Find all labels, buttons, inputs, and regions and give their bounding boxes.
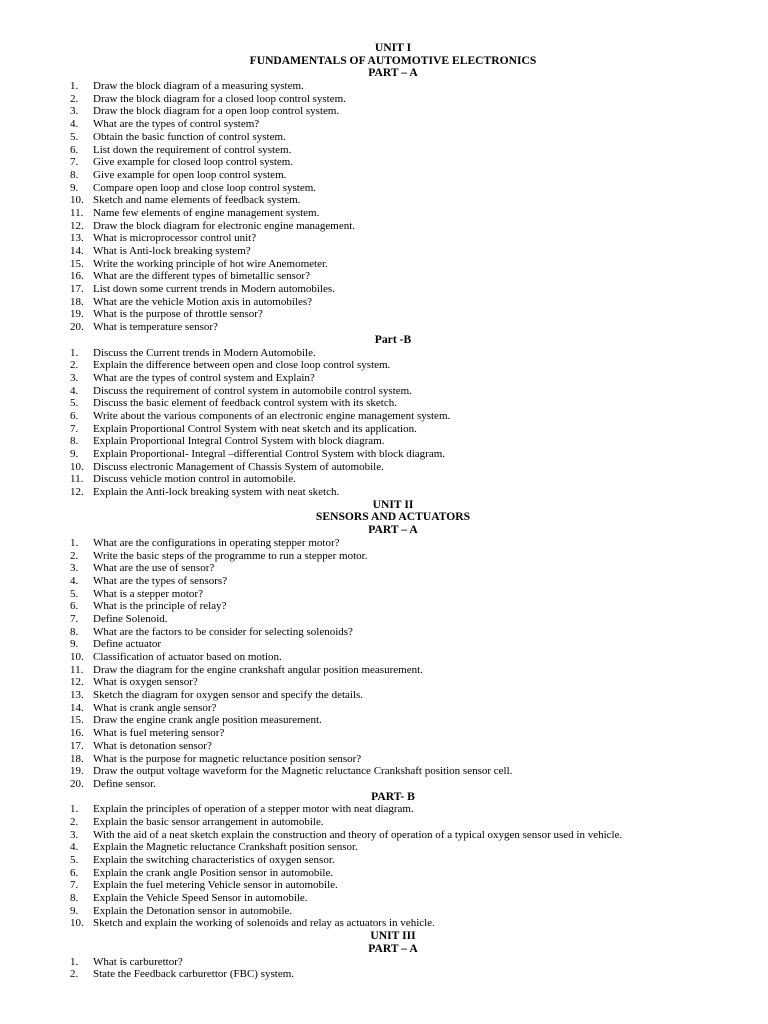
question-text: Obtain the basic function of control system. — [93, 130, 286, 143]
question-text: What is Anti-lock breaking system? — [93, 245, 251, 257]
question-number: 15. — [70, 714, 84, 727]
question-text: Discuss the requirement of control system in automobile control system. — [93, 384, 412, 397]
question-item — [0, 854, 768, 867]
question-item — [0, 550, 768, 563]
section-heading: Part -B — [374, 332, 412, 346]
question-text: Write the working principle of hot wire Anemometer. — [93, 257, 328, 270]
question-text: Write about the various components of an electronic engine management system. — [93, 409, 451, 422]
question-text: Define Solenoid. — [93, 612, 168, 625]
question-number: 5. — [70, 854, 79, 866]
question-item — [0, 359, 768, 372]
question-number: 10. — [70, 194, 84, 207]
question-number: 1. — [70, 803, 79, 816]
question-item — [0, 182, 768, 195]
question-number: 9. — [70, 638, 79, 651]
question-item — [0, 537, 768, 550]
question-number: 12. — [70, 219, 84, 232]
question-text: What are the use of sensor? — [93, 562, 215, 575]
question-number: 14. — [70, 245, 84, 257]
question-text: Draw the engine crank angle position measurement. — [93, 714, 322, 727]
question-item — [0, 867, 768, 880]
section-heading: PART – A — [368, 523, 418, 537]
question-number: 5. — [70, 587, 79, 600]
question-item — [0, 397, 768, 410]
question-item — [0, 321, 768, 334]
question-item — [0, 473, 768, 486]
question-text: Explain the Anti-lock breaking system with neat sketch. — [93, 486, 340, 499]
question-number: 2. — [70, 359, 79, 372]
question-number: 19. — [70, 308, 84, 321]
question-text: Classification of actuator based on motion. — [93, 651, 282, 663]
question-text: Draw the output voltage waveform for the Magnetic reluctance Crankshaft position sensor cell. — [93, 765, 513, 778]
question-item — [0, 803, 768, 816]
question-text: Explain Proportional Integral Control System with block diagram. — [93, 435, 385, 448]
section-heading: SENSORS AND ACTUATORS — [315, 510, 471, 524]
question-text: Give example for closed loop control system. — [93, 156, 294, 169]
question-number: 16. — [70, 270, 84, 283]
question-text: What is temperature sensor? — [93, 321, 218, 334]
question-number: 4. — [70, 574, 79, 587]
question-number: 11. — [70, 206, 84, 219]
question-item — [0, 220, 768, 233]
question-item — [0, 385, 768, 398]
question-item — [0, 105, 768, 118]
question-item — [0, 270, 768, 283]
question-item — [0, 296, 768, 309]
question-item — [0, 613, 768, 626]
question-number: 9. — [70, 181, 79, 194]
question-text: Write the basic steps of the programme to run a stepper motor. — [93, 549, 368, 562]
question-number: 5. — [70, 130, 79, 143]
question-number: 8. — [70, 892, 79, 905]
question-number: 1. — [70, 536, 79, 549]
question-item — [0, 423, 768, 436]
question-number: 4. — [70, 384, 79, 397]
question-text: Explain the crank angle Position sensor in automobile. — [93, 866, 334, 879]
question-number: 11. — [70, 663, 84, 676]
question-item — [0, 638, 768, 651]
question-text: Draw the block diagram for a open loop control system. — [93, 105, 340, 118]
question-item — [0, 600, 768, 613]
question-item — [0, 562, 768, 575]
question-item — [0, 435, 768, 448]
question-number: 10. — [70, 651, 84, 663]
question-item — [0, 740, 768, 753]
question-item — [0, 778, 768, 791]
question-text: What is the purpose for magnetic reluctance position sensor? — [93, 752, 362, 765]
question-number: 8. — [70, 435, 79, 448]
question-number: 9. — [70, 904, 79, 917]
question-number: 6. — [70, 143, 79, 156]
question-text: Explain the Detonation sensor in automobile. — [93, 904, 293, 917]
question-item — [0, 347, 768, 360]
question-text: List down some current trends in Modern automobiles. — [93, 283, 335, 296]
question-number: 7. — [70, 612, 79, 625]
question-text: What is fuel metering sensor? — [93, 727, 225, 740]
question-item — [0, 956, 768, 969]
question-item — [0, 765, 768, 778]
question-number: 13. — [70, 689, 84, 702]
question-number: 2. — [70, 815, 79, 828]
question-item — [0, 829, 768, 842]
question-text: What are the vehicle Motion axis in automobiles? — [93, 295, 313, 308]
question-item — [0, 917, 768, 930]
question-text: What is crank angle sensor? — [93, 701, 217, 714]
question-text: What is carburettor? — [93, 955, 183, 968]
question-number: 2. — [70, 968, 79, 981]
question-item — [0, 892, 768, 905]
question-text: Explain the fuel metering Vehicle sensor in automobile. — [93, 879, 338, 892]
question-number: 10. — [70, 917, 84, 930]
question-number: 20. — [70, 777, 84, 790]
question-item — [0, 816, 768, 829]
question-text: Explain the Magnetic reluctance Crankshaft position sensor. — [93, 841, 358, 854]
question-item — [0, 714, 768, 727]
question-text: Define sensor. — [93, 777, 156, 790]
question-text: Compare open loop and close loop control system. — [93, 181, 317, 194]
question-number: 12. — [70, 486, 84, 499]
question-text: Sketch and name elements of feedback system. — [93, 194, 301, 207]
question-item — [0, 258, 768, 271]
question-number: 4. — [70, 841, 79, 854]
question-item — [0, 245, 768, 258]
question-item — [0, 80, 768, 93]
question-number: 7. — [70, 422, 79, 435]
question-number: 16. — [70, 727, 84, 740]
section-heading: UNIT I — [374, 41, 412, 54]
question-text: Explain the switching characteristics of oxygen sensor. — [93, 854, 335, 866]
question-text: What are the types of control system and Explain? — [93, 371, 315, 384]
question-item — [0, 448, 768, 461]
question-number: 13. — [70, 232, 84, 245]
question-number: 7. — [70, 156, 79, 169]
question-item — [0, 702, 768, 715]
question-number: 1. — [70, 346, 79, 359]
question-text: What is oxygen sensor? — [93, 676, 198, 689]
question-text: Draw the block diagram for a closed loop control system. — [93, 92, 346, 105]
question-number: 10. — [70, 460, 84, 473]
question-text: Discuss the Current trends in Modern Automobile. — [93, 346, 316, 359]
question-text: Explain the principles of operation of a stepper motor with neat diagram. — [93, 803, 414, 816]
question-item — [0, 841, 768, 854]
section-heading: PART – A — [368, 66, 418, 80]
question-text: Draw the block diagram of a measuring system. — [93, 80, 304, 93]
question-text: With the aid of a neat sketch explain the construction and theory of operation of a typical oxygen sensor used in vehicle. — [93, 828, 623, 841]
question-number: 2. — [70, 92, 79, 105]
question-number: 3. — [70, 371, 79, 384]
question-item — [0, 664, 768, 677]
question-number: 18. — [70, 295, 84, 308]
question-item — [0, 283, 768, 296]
question-text: What is microprocessor control unit? — [93, 232, 257, 245]
question-text: State the Feedback carburettor (FBC) system. — [93, 968, 295, 981]
question-item — [0, 207, 768, 220]
question-item — [0, 232, 768, 245]
question-number: 14. — [70, 701, 84, 714]
question-item — [0, 118, 768, 131]
question-number: 9. — [70, 448, 79, 460]
question-text: Give example for open loop control system. — [93, 168, 287, 181]
question-text: Sketch and explain the working of solenoids and relay as actuators in vehicle. — [93, 917, 435, 930]
question-text: What are the different types of bimetallic sensor? — [93, 270, 310, 283]
question-item — [0, 626, 768, 639]
question-number: 5. — [70, 397, 79, 410]
document-page — [0, 42, 768, 981]
question-item — [0, 372, 768, 385]
question-text: Discuss electronic Management of Chassis System of automobile. — [93, 460, 384, 473]
question-number: 20. — [70, 321, 84, 334]
question-item — [0, 308, 768, 321]
question-text: List down the requirement of control system. — [93, 143, 292, 156]
question-number: 3. — [70, 562, 79, 575]
question-text: Explain the Vehicle Speed Sensor in automobile. — [93, 892, 308, 905]
question-item — [0, 575, 768, 588]
question-item — [0, 144, 768, 157]
question-text: What is a stepper motor? — [93, 587, 203, 600]
question-text: Explain the difference between open and close loop control system. — [93, 359, 391, 372]
question-item — [0, 131, 768, 144]
question-item — [0, 194, 768, 207]
question-number: 3. — [70, 828, 79, 841]
question-item — [0, 879, 768, 892]
question-text: Draw the diagram for the engine crankshaft angular position measurement. — [93, 663, 423, 676]
question-text: What are the factors to be consider for selecting solenoids? — [93, 625, 353, 638]
question-text: What is the purpose of throttle sensor? — [93, 308, 263, 321]
question-number: 18. — [70, 752, 84, 765]
question-text: What is detonation sensor? — [93, 739, 212, 752]
question-item — [0, 93, 768, 106]
question-item — [0, 727, 768, 740]
section-heading: UNIT II — [372, 497, 414, 511]
question-number: 8. — [70, 625, 79, 638]
question-number: 3. — [70, 105, 79, 118]
question-text: Discuss vehicle motion control in automobile. — [93, 473, 296, 486]
question-number: 8. — [70, 168, 79, 181]
question-item — [0, 156, 768, 169]
question-text: Discuss the basic element of feedback control system with its sketch. — [93, 397, 397, 410]
question-number: 17. — [70, 283, 84, 296]
question-text: Name few elements of engine management system. — [93, 206, 320, 219]
question-item — [0, 968, 768, 981]
question-item — [0, 676, 768, 689]
question-number: 19. — [70, 765, 84, 778]
question-text: Draw the block diagram for electronic engine management. — [93, 219, 356, 232]
question-text: Explain the basic sensor arrangement in automobile. — [93, 815, 324, 828]
question-item — [0, 588, 768, 601]
question-number: 1. — [70, 80, 79, 93]
question-text: What are the configurations in operating stepper motor? — [93, 536, 340, 549]
section-heading: FUNDAMENTALS OF AUTOMOTIVE ELECTRONICS — [249, 53, 537, 67]
section-heading: PART- B — [371, 789, 415, 803]
section-heading: PART – A — [368, 941, 418, 955]
question-item — [0, 169, 768, 182]
question-item — [0, 461, 768, 474]
question-number: 12. — [70, 676, 84, 689]
question-item — [0, 753, 768, 766]
question-number: 15. — [70, 257, 84, 270]
question-number: 11. — [70, 473, 84, 486]
question-text: Explain Proportional- Integral –differential Control System with block diagram. — [93, 448, 446, 460]
question-number: 6. — [70, 409, 79, 422]
question-text: Sketch the diagram for oxygen sensor and specify the details. — [93, 689, 364, 702]
question-text: What is the principle of relay? — [93, 600, 227, 613]
question-item — [0, 651, 768, 664]
section-heading: UNIT III — [370, 929, 416, 943]
question-number: 17. — [70, 739, 84, 752]
question-number: 1. — [70, 955, 79, 968]
question-item — [0, 689, 768, 702]
question-number: 7. — [70, 879, 79, 892]
question-text: Explain Proportional Control System with neat sketch and its application. — [93, 422, 417, 435]
question-text: Define actuator — [93, 638, 162, 651]
question-item — [0, 410, 768, 423]
question-number: 6. — [70, 600, 79, 613]
question-number: 6. — [70, 866, 79, 879]
question-number: 2. — [70, 549, 79, 562]
question-text: What are the types of control system? — [93, 118, 260, 131]
question-text: What are the types of sensors? — [93, 574, 228, 587]
question-item — [0, 905, 768, 918]
question-item — [0, 486, 768, 499]
question-number: 4. — [70, 118, 79, 131]
